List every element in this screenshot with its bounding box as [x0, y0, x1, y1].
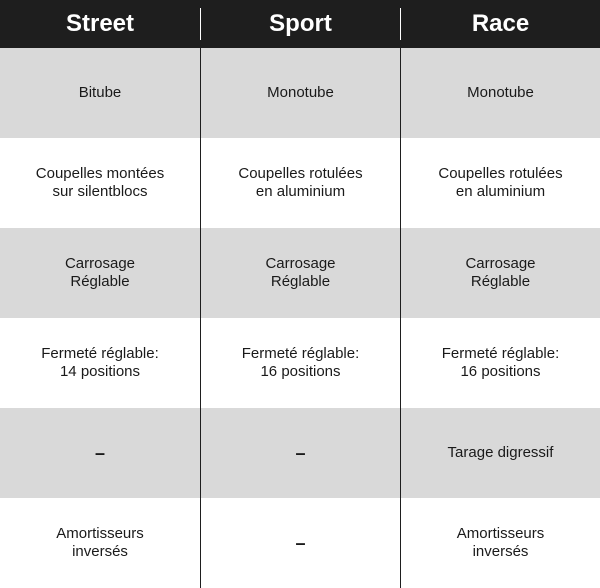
column-header-sport: Sport [200, 8, 400, 40]
table-row [0, 498, 600, 588]
table-cell: – [94, 443, 105, 463]
table-header [0, 0, 600, 48]
table-cell: – [200, 408, 400, 498]
table-row [0, 318, 600, 408]
table-cell: Fermeté réglable: 14 positions [41, 345, 159, 380]
table-cell: Fermeté réglable: 16 positions [200, 318, 400, 408]
table-cell: Amortisseurs inversés [56, 525, 144, 560]
table-row [0, 408, 600, 498]
table-cell: Bitube [78, 84, 122, 101]
table-cell: Monotube [400, 48, 600, 138]
table-cell: Coupelles montées sur silentblocs [35, 165, 165, 200]
table-cell: – [200, 498, 400, 588]
table-cell: Fermeté réglable: 16 positions [400, 318, 600, 408]
table-cell: Tarage digressif [400, 408, 600, 498]
table-cell: Carrosage Réglable [400, 228, 600, 318]
table-body [0, 48, 600, 588]
table-cell: Coupelles rotulées en aluminium [400, 138, 600, 228]
table-row [0, 48, 600, 138]
table-cell: Carrosage Réglable [200, 228, 400, 318]
column-header-street: Street [65, 10, 135, 37]
table-cell: Amortisseurs inversés [400, 498, 600, 588]
table-row [0, 138, 600, 228]
column-header-race: Race [400, 8, 600, 40]
table-cell: Monotube [200, 48, 400, 138]
table-row [0, 228, 600, 318]
table-cell: Coupelles rotulées en aluminium [200, 138, 400, 228]
table-cell: Carrosage Réglable [64, 255, 136, 290]
